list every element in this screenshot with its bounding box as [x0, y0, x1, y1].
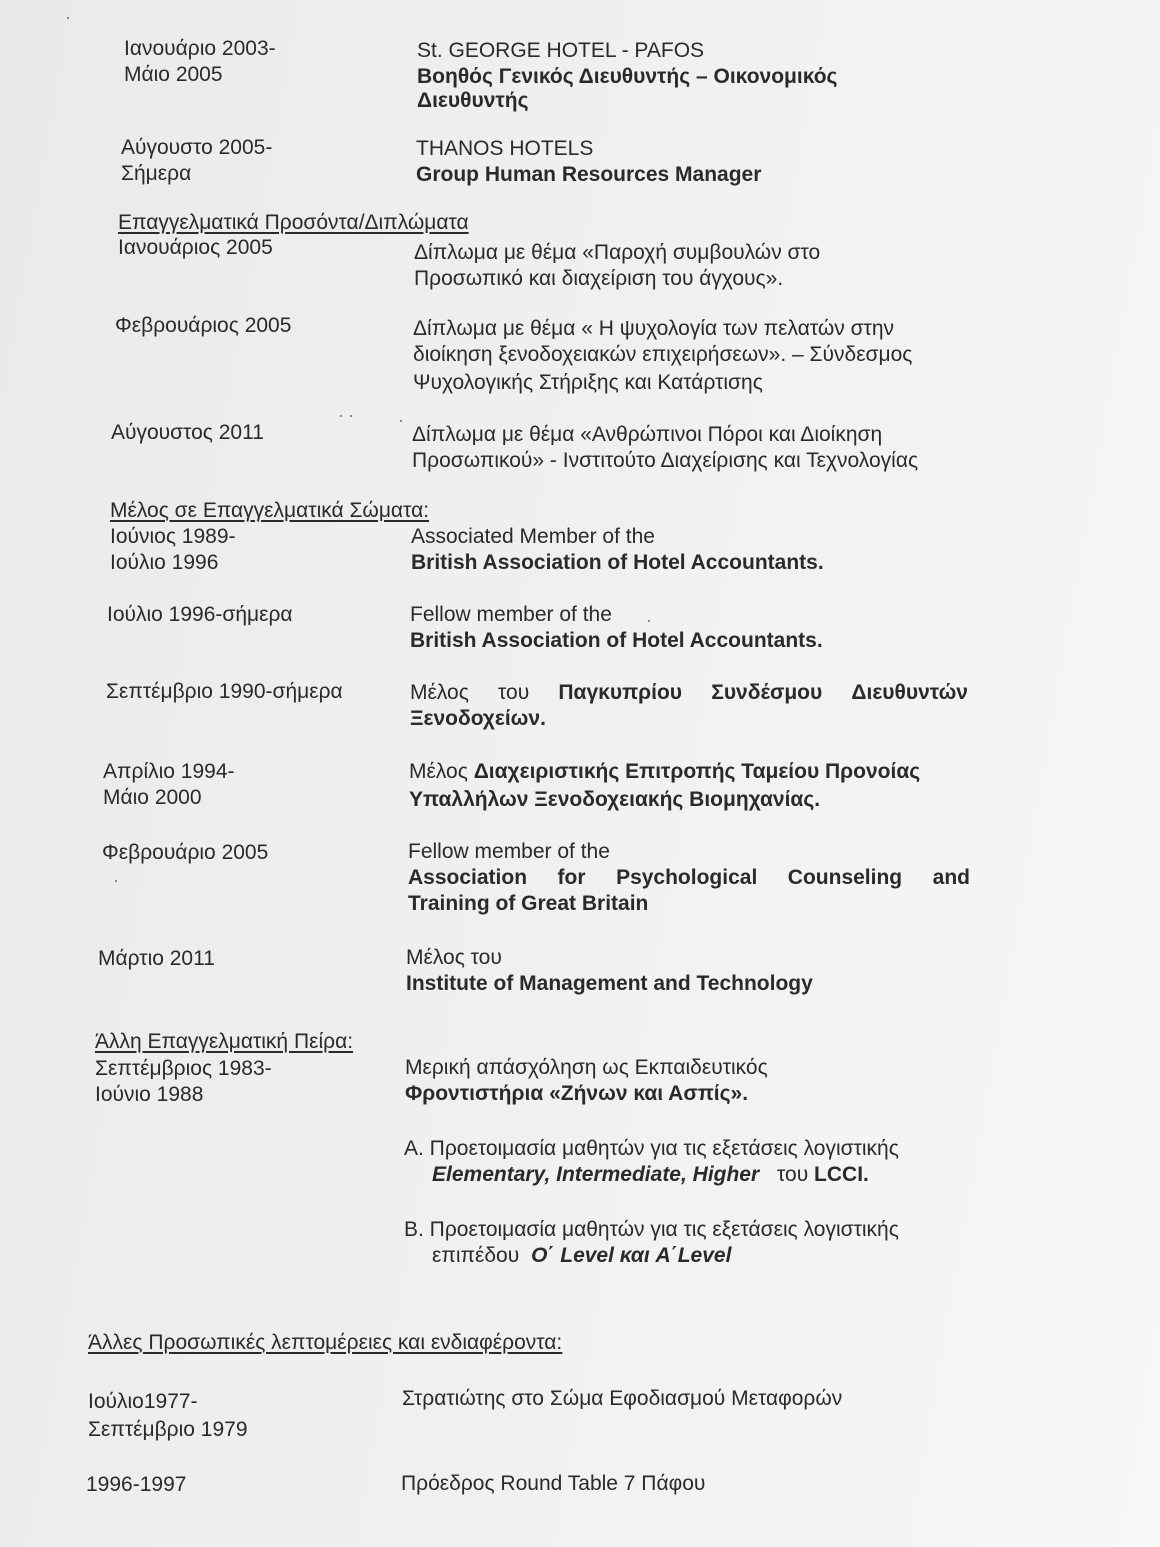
qualification-text: Δίπλωμα με θέμα «Ανθρώπινοι Πόροι και Διοίκηση Προσωπικού» - Ινστιτούτο Διαχείρισης και Τεχνολογίας: [412, 423, 919, 472]
membership-item: [106, 679, 343, 705]
entry-description: [416, 136, 761, 188]
personal-item: [88, 1388, 248, 1444]
section-heading-qualifications: Επαγγελματικά Προσόντα/Διπλώματα: [118, 211, 469, 234]
membership-date: Ιούλιο 1996-σήμερα: [107, 603, 293, 626]
job-role: Group Human Resources Manager: [416, 163, 762, 186]
entry-st-george: [124, 36, 276, 88]
membership-date: Μάρτιο 2011: [98, 947, 215, 970]
entry-date: Ιανουάριο 2003- Μάιο 2005: [124, 37, 276, 86]
qualification-date: Αύγουστος 2011: [111, 421, 264, 444]
experience-subitem-a: Α. Προετοιμασία μαθητών για τις εξετάσεις λογιστικής Elementary, Intermediate, Higher του LCCI.: [404, 1137, 899, 1186]
entry-thanos: [121, 135, 272, 187]
qualification-date: Ιανουάριος 2005: [118, 236, 273, 259]
qualification-item: [118, 235, 273, 261]
membership-date: Απρίλιο 1994- Μάιο 2000: [103, 760, 235, 809]
qualification-item: [111, 420, 264, 446]
qualification-item: [115, 313, 291, 339]
entry-description: [417, 38, 837, 113]
membership-line: Μέλος Διαχειριστικής Επιτροπής Ταμείου Προνοίας: [409, 760, 921, 783]
experience-item: [95, 1056, 272, 1108]
personal-date: Ιούλιο1977- Σεπτέμβριο 1979: [88, 1390, 248, 1441]
membership-item: [98, 946, 215, 972]
personal-text: Στρατιώτης στο Σώμα Εφοδιασμού Μεταφορών: [402, 1387, 843, 1410]
membership-line: Μέλος του Παγκυπρίου Συνδέσμου Διευθυντών: [410, 681, 968, 704]
scan-speck: [340, 415, 342, 417]
scan-speck: [115, 880, 117, 882]
membership-date: Σεπτέμβριο 1990-σήμερα: [106, 680, 343, 703]
hotel-name: THANOS HOTELS: [416, 137, 594, 160]
membership-date: Φεβρουάριο 2005: [102, 841, 269, 864]
membership-date: Ιούνιος 1989- Ιούλιο 1996: [110, 525, 236, 574]
membership-item: [103, 759, 235, 811]
membership-item: [107, 602, 293, 628]
membership-text: Μέλος του Παγκυπρίου Συνδέσμου Διευθυντών Ξενοδοχείων.: [410, 681, 968, 730]
scan-speck: [67, 17, 69, 19]
job-role: Βοηθός Γενικός Διευθυντής – Οικονομικός: [417, 65, 838, 88]
experience-date: Σεπτέμβριος 1983- Ιούνιο 1988: [95, 1057, 272, 1106]
qualification-text: Δίπλωμα με θέμα «Παροχή συμβουλών στο Προσωπικό και διαχείριση του άγχους».: [414, 241, 821, 290]
membership-text: Associated Member of the British Association of Hotel Accountants.: [411, 525, 824, 574]
personal-text: Πρόεδρος Round Table 7 Πάφου: [401, 1472, 706, 1495]
personal-item: [86, 1472, 186, 1498]
experience-text: Μερική απάσχόληση ως Εκπαιδευτικός Φροντιστήρια «Ζήνων και Ασπίς».: [405, 1056, 768, 1105]
job-role-cont: Διευθυντής: [417, 89, 529, 112]
scan-speck: [350, 415, 352, 417]
qualification-date: Φεβρουάριος 2005: [115, 314, 292, 337]
membership-text: Μέλος Διαχειριστικής Επιτροπής Ταμείου Προνοίας Υπαλλήλων Ξενοδοχειακής Βιομηχανίας.: [409, 760, 921, 811]
section-heading-memberships: Μέλος σε Επαγγελματικά Σώματα:: [110, 499, 430, 522]
section-heading-personal: Άλλες Προσωπικές λεπτομέρειες και ενδιαφέροντα:: [88, 1331, 563, 1354]
membership-text: Fellow member of the British Association of Hotel Accountants.: [410, 603, 823, 652]
membership-text: Μέλος του Institute of Management and Technology: [406, 946, 813, 995]
section-heading-other-experience: Άλλη Επαγγελματική Πείρα:: [95, 1030, 354, 1053]
membership-item: [102, 840, 268, 866]
hotel-name: St. GEORGE HOTEL - PAFOS: [417, 39, 705, 62]
scan-speck: [648, 620, 650, 622]
membership-item: [110, 524, 236, 576]
entry-date: Αύγουστο 2005- Σήμερα: [121, 136, 273, 185]
qualification-text: Δίπλωμα με θέμα « Η ψυχολογία των πελατών στην διοίκηση ξενοδοχειακών επιχειρήσεων». – Σύνδεσμος Ψυχολογικής Στήριξης και Κατάρτισης: [413, 317, 913, 394]
membership-text: Fellow member of the Association for Psychological Counseling and Training of Great Britain: [408, 840, 970, 915]
personal-date: 1996-1997: [86, 1473, 187, 1496]
experience-subitem-b: Β. Προετοιμασία μαθητών για τις εξετάσεις λογιστικής επιπέδου O΄ Level και A΄Level: [404, 1218, 899, 1267]
scan-speck: [400, 420, 402, 422]
